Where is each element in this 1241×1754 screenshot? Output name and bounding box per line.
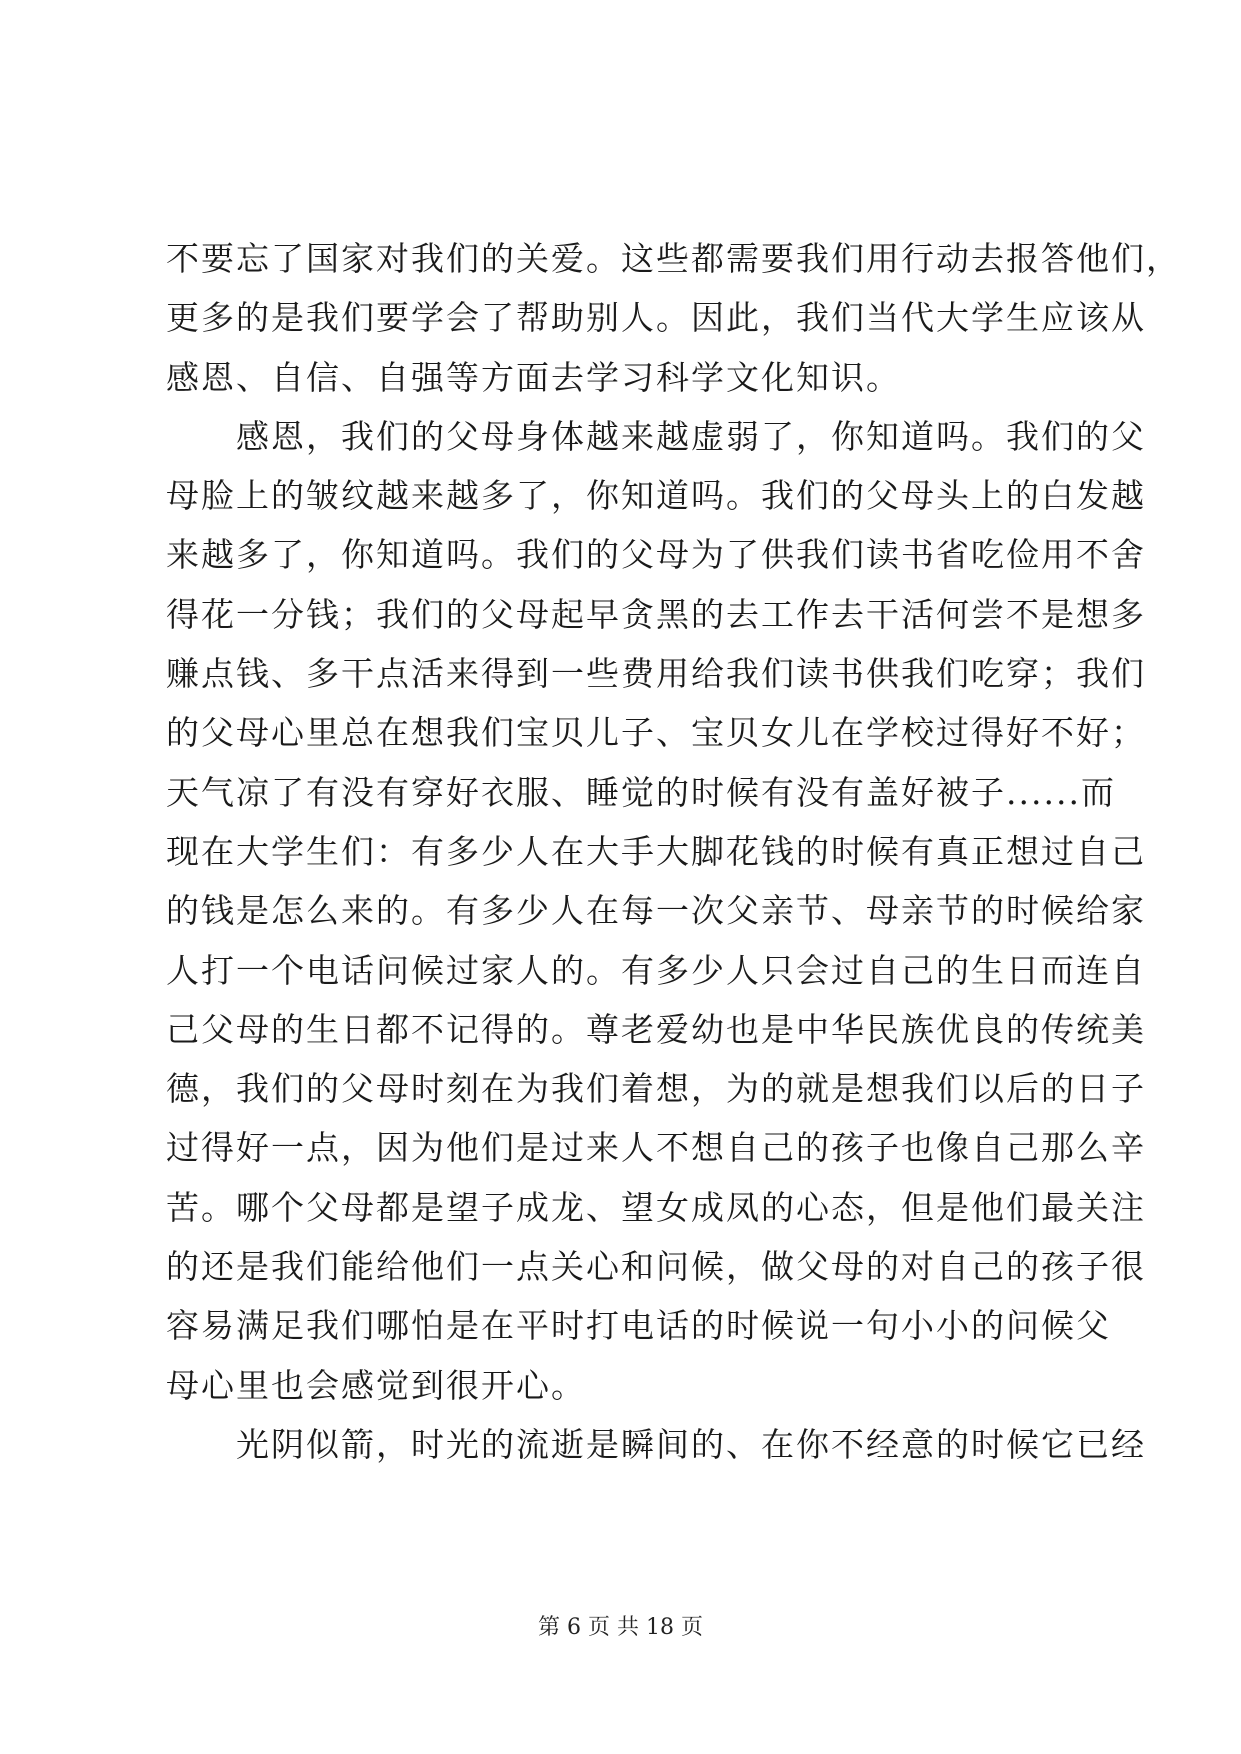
text-line: 己父母的生日都不记得的。尊老爱幼也是中华民族优良的传统美 — [166, 1009, 1146, 1049]
text-line: 来越多了，你知道吗。我们的父母为了供我们读书省吃俭用不舍 — [166, 535, 1146, 575]
text-line: 人打一个电话问候过家人的。有多少人只会过自己的生日而连自 — [166, 950, 1146, 990]
text-line: 过得好一点，因为他们是过来人不想自己的孩子也像自己那么辛 — [166, 1128, 1146, 1168]
text-line: 苦。哪个父母都是望子成龙、望女成凤的心态，但是他们最关注 — [166, 1187, 1146, 1227]
text-line: 感恩、自信、自强等方面去学习科学文化知识。 — [166, 357, 901, 397]
text-line: 现在大学生们：有多少人在大手大脚花钱的时候有真正想过自己 — [166, 831, 1146, 871]
text-line: 母心里也会感觉到很开心。 — [166, 1365, 586, 1405]
text-line: 得花一分钱；我们的父母起早贪黑的去工作去干活何尝不是想多 — [166, 594, 1146, 634]
page-number-footer: 第 6 页 共 18 页 — [538, 1615, 703, 1640]
text-line: 光阴似箭，时光的流逝是瞬间的、在你不经意的时候它已经 — [166, 1424, 1146, 1464]
text-line: 不要忘了国家对我们的关爱。这些都需要我们用行动去报答他们， — [166, 239, 1181, 278]
text-line: 母脸上的皱纹越来越多了，你知道吗。我们的父母头上的白发越 — [166, 476, 1146, 516]
text-line: 容易满足我们哪怕是在平时打电话的时候说一句小小的问候父 — [166, 1306, 1111, 1346]
text-line: 的还是我们能给他们一点关心和问候，做父母的对自己的孩子很 — [166, 1247, 1146, 1287]
text-line: 赚点钱、多干点活来得到一些费用给我们读书供我们吃穿；我们 — [166, 654, 1146, 694]
body-text — [166, 229, 1181, 1474]
text-line: 德，我们的父母时刻在为我们着想，为的就是想我们以后的日子 — [166, 1069, 1146, 1109]
text-line: 更多的是我们要学会了帮助别人。因此，我们当代大学生应该从 — [166, 298, 1146, 338]
text-line: 天气凉了有没有穿好衣服、睡觉的时候有没有盖好被子......而 — [166, 772, 1116, 812]
text-line: 的父母心里总在想我们宝贝儿子、宝贝女儿在学校过得好不好； — [166, 713, 1146, 753]
text-line: 感恩，我们的父母身体越来越虚弱了，你知道吗。我们的父 — [166, 416, 1146, 456]
text-line: 的钱是怎么来的。有多少人在每一次父亲节、母亲节的时候给家 — [166, 891, 1146, 931]
